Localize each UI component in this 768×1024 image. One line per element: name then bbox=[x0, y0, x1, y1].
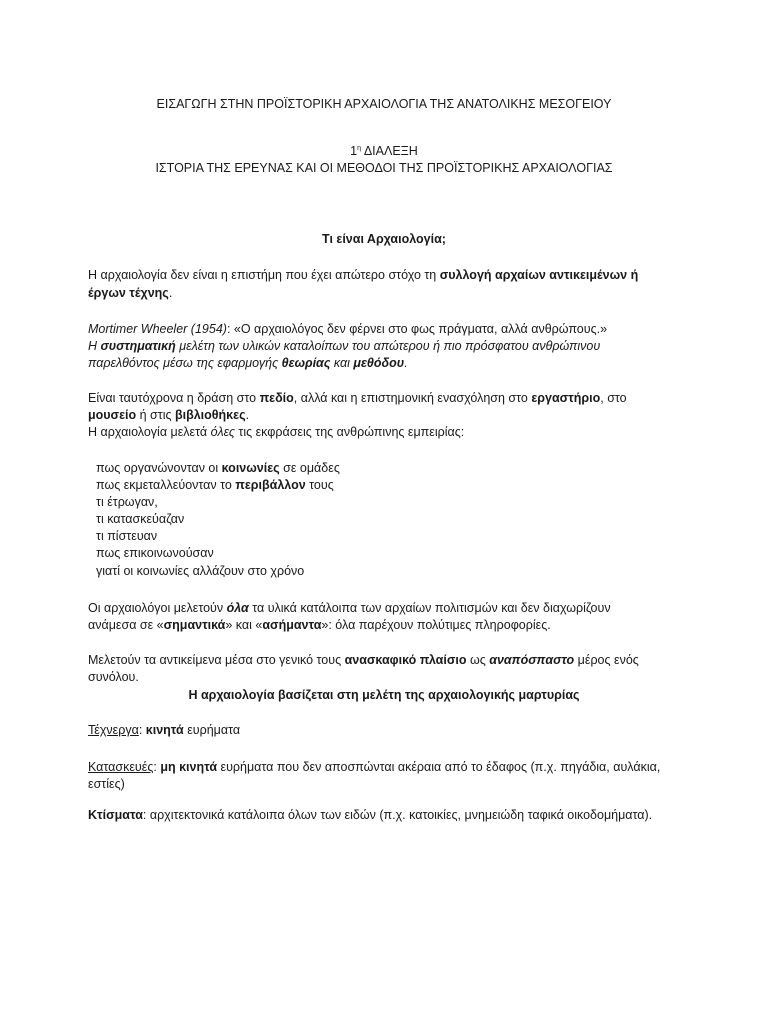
paragraph-1-line-1 bbox=[88, 267, 638, 284]
paragraph-2-line-3 bbox=[88, 424, 464, 441]
p2-f: Η αρχαιολογία μελετά bbox=[88, 425, 211, 439]
category-rest: ευρήματα bbox=[183, 723, 241, 737]
p3-e: »: όλα παρέχουν πολύτιμες πληροφορίες. bbox=[321, 618, 551, 632]
p2-all: όλες bbox=[210, 425, 235, 439]
list-item-emphasis: περιβάλλον bbox=[235, 478, 306, 492]
lecture-label bbox=[0, 143, 768, 160]
p2-b: , αλλά και η επιστημονική ενασχόληση στο bbox=[293, 391, 532, 405]
p4-a: Μελετούν τα αντικείμενα μέσα στο γενικό τους bbox=[88, 653, 345, 667]
p3-b: τα υλικά κατάλοιπα των αρχαίων πολιτισμών και δεν διαχωρίζουν bbox=[248, 601, 611, 615]
category-colon: : bbox=[138, 723, 146, 737]
list-item: γιατί οι κοινωνίες αλλάζουν στο χρόνο bbox=[96, 564, 305, 578]
lecture-subtitle: ΙΣΤΟΡΙΑ ΤΗΣ ΕΡΕΥΝΑΣ ΚΑΙ ΟΙ ΜΕΘΟΔΟΙ ΤΗΣ ΠΡΟΪΣΤΟΡΙΚΗΣ ΑΡΧΑΙΟΛΟΓΙΑΣ bbox=[155, 161, 613, 175]
p2-field: πεδίο bbox=[259, 391, 294, 405]
p2-lab: εργαστήριο bbox=[531, 391, 601, 405]
category-artifacts bbox=[88, 722, 240, 739]
p3-all: όλα bbox=[226, 601, 249, 615]
evidence-heading: Η αρχαιολογία βασίζεται στη μελέτη της αρχαιολογικής μαρτυρίας bbox=[188, 688, 580, 702]
category-term: Κατασκευές bbox=[88, 760, 154, 774]
list-item-emphasis: κοινωνίες bbox=[221, 461, 280, 475]
p2-c: , στο bbox=[600, 391, 627, 405]
paragraph-1-line-2 bbox=[88, 285, 172, 302]
category-structures bbox=[88, 807, 652, 824]
list-item-text: τους bbox=[305, 478, 334, 492]
section-heading: Τι είναι Αρχαιολογία; bbox=[322, 232, 446, 246]
p2-a: Είναι ταυτόχρονα η δράση στο bbox=[88, 391, 260, 405]
p4-integral: αναπόσπαστο bbox=[489, 653, 575, 667]
list-item: τι πίστευαν bbox=[96, 529, 158, 543]
quote-colon: : « bbox=[226, 322, 241, 336]
p4-context: ανασκαφικό πλαίσιο bbox=[344, 653, 467, 667]
paragraph-3-line-1 bbox=[88, 600, 611, 617]
quote-line-2 bbox=[88, 338, 600, 355]
quote-method: μεθόδου bbox=[353, 356, 405, 370]
quote-systematic: συστηματική bbox=[100, 339, 176, 353]
lecture-word: ΔΙΑΛΕΞΗ bbox=[361, 144, 418, 158]
p3-important: σημαντικά bbox=[163, 618, 226, 632]
p1-text: Η αρχαιολογία δεν είναι η επιστήμη που έχει απώτερο στόχο τη bbox=[88, 268, 440, 282]
list-item bbox=[96, 477, 334, 494]
p4-b: ως bbox=[466, 653, 490, 667]
category-rest: : αρχιτεκτονικά κατάλοιπα όλων των ειδών (π.χ. κατοικίες, μνημειώδη ταφικά οικοδομήματα). bbox=[142, 808, 653, 822]
paragraph-2-line-1 bbox=[88, 390, 627, 407]
quote-end: . bbox=[404, 356, 408, 370]
category-term: Κτίσματα bbox=[88, 808, 143, 822]
category-features-line-2: εστίες) bbox=[88, 777, 125, 791]
category-features bbox=[88, 759, 660, 776]
p2-libraries: βιβλιοθήκες bbox=[174, 408, 246, 422]
category-rest: ευρήματα που δεν αποσπώνται ακέραια από το έδαφος (π.χ. πηγάδια, αυλάκια, bbox=[217, 760, 661, 774]
p3-unimportant: ασήμαντα bbox=[262, 618, 322, 632]
quote-text: Ο αρχαιολόγος δεν φέρνει στο φως πράγματα, αλλά ανθρώπους.» bbox=[240, 322, 608, 336]
lecture-superscript: η bbox=[357, 144, 362, 152]
p2-e: . bbox=[245, 408, 250, 422]
list-item: πως επικοινωνούσαν bbox=[96, 546, 214, 560]
paragraph-4-line-1 bbox=[88, 652, 639, 669]
p1-period: . bbox=[168, 286, 173, 300]
document-title: ΕΙΣΑΓΩΓΗ ΣΤΗΝ ΠΡΟΪΣΤΟΡΙΚΗ ΑΡΧΑΙΟΛΟΓΙΑ ΤΗΣ ΑΝΑΤΟΛΙΚΗΣ ΜΕΣΟΓΕΙΟΥ bbox=[156, 97, 612, 111]
category-colon: : bbox=[153, 760, 161, 774]
p2-museum: μουσείο bbox=[88, 408, 137, 422]
list-item-text: πως εκμεταλλεύονταν το bbox=[96, 478, 236, 492]
quote-line-1 bbox=[88, 321, 607, 338]
quote-rest-1: μελέτη των υλικών καταλοίπων του απώτερου ή πιο πρόσφατου ανθρώπινου bbox=[175, 339, 601, 353]
category-emphasis: κινητά bbox=[145, 723, 184, 737]
p4-c: μέρος ενός bbox=[574, 653, 639, 667]
p3-a: Οι αρχαιολόγοι μελετούν bbox=[88, 601, 227, 615]
p3-d: » και « bbox=[225, 618, 263, 632]
list-item bbox=[96, 460, 340, 477]
quote-theory: θεωρίας bbox=[281, 356, 331, 370]
quote-h: Η bbox=[88, 339, 101, 353]
lecture-number: 1 bbox=[350, 144, 358, 158]
list-item: τι κατασκεύαζαν bbox=[96, 512, 185, 526]
quote-and: και bbox=[330, 356, 354, 370]
quote-rest-2: παρελθόντος μέσω της εφαρμογής bbox=[88, 356, 282, 370]
p2-d: ή στις bbox=[136, 408, 175, 422]
list-item: τι έτρωγαν, bbox=[96, 495, 158, 509]
quote-author: Mortimer Wheeler (1954) bbox=[88, 322, 227, 336]
list-item-text: σε ομάδες bbox=[279, 461, 340, 475]
p3-c: ανάμεσα σε « bbox=[88, 618, 164, 632]
list-item-text: πως οργανώνονταν οι bbox=[96, 461, 222, 475]
quote-line-3 bbox=[88, 355, 408, 372]
paragraph-4-line-2: συνόλου. bbox=[88, 670, 139, 684]
paragraph-2-line-2 bbox=[88, 407, 249, 424]
category-term: Τέχνεργα bbox=[88, 723, 139, 737]
category-emphasis: μη κινητά bbox=[160, 760, 218, 774]
p1-emphasis-2: έργων τέχνης bbox=[88, 286, 169, 300]
p2-g: τις εκφράσεις της ανθρώπινης εμπειρίας: bbox=[234, 425, 465, 439]
p1-emphasis: συλλογή αρχαίων αντικειμένων ή bbox=[439, 268, 639, 282]
paragraph-3-line-2 bbox=[88, 617, 551, 634]
